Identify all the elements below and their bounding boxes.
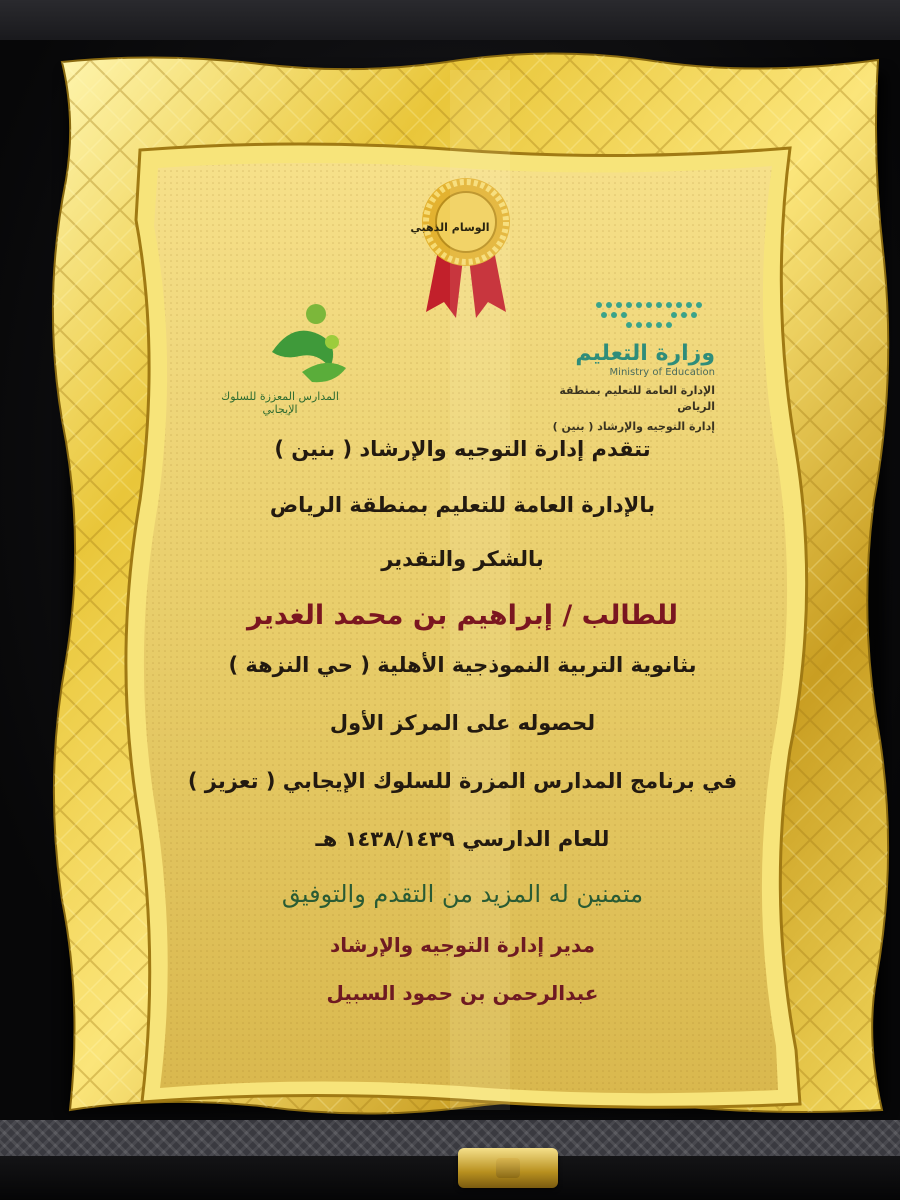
medal-label: الوسام الذهبي: [410, 221, 490, 234]
ministry-dots-icon: [591, 295, 711, 335]
ministry-subline-2: إدارة التوجيه والإرشاد ( بنين ): [552, 420, 715, 433]
cert-line-wishes: متمنين له المزيد من التقدم والتوفيق: [281, 880, 644, 908]
certificate-panel: [150, 165, 775, 1100]
taziz-logo: [210, 300, 350, 416]
signatory-title: مدير إدارة التوجيه والإرشاد: [330, 933, 595, 957]
cert-line-1: تتقدم إدارة التوجيه والإرشاد ( بنين ): [274, 437, 651, 461]
taziz-caption: المدارس المعززة للسلوك الإيجابي: [221, 390, 339, 416]
ministry-name-en: Ministry of Education: [609, 367, 715, 378]
gold-medal-badge: [400, 183, 500, 323]
cert-line-year: للعام الدارسي ١٤٣٨/١٤٣٩ هـ: [315, 827, 610, 851]
cert-line-program: في برنامج المدارس المزرة للسلوك الإيجابي ( تعزيز ): [187, 769, 738, 793]
taziz-logo-space: [210, 300, 350, 386]
ministry-subline-1: الإدارة العامة للتعليم بمنطقة الرياض: [559, 384, 715, 413]
ministry-name: وزارة التعليم: [575, 341, 715, 366]
cert-line-school: بثانوية التربية النموذجية الأهلية ( حي النزهة ): [228, 653, 697, 677]
certificate-text: [150, 435, 775, 1007]
student-name: للطالب / إبراهيم بن محمد الغدير: [246, 600, 678, 631]
ministry-logo: [525, 295, 715, 435]
cert-line-2: بالإدارة العامة للتعليم بمنطقة الرياض: [269, 493, 656, 517]
signatory-name: عبدالرحمن بن حمود السبيل: [326, 981, 599, 1005]
cert-line-rank: لحصوله على المركز الأول: [329, 711, 596, 735]
cert-line-3: بالشكر والتقدير: [381, 547, 544, 571]
